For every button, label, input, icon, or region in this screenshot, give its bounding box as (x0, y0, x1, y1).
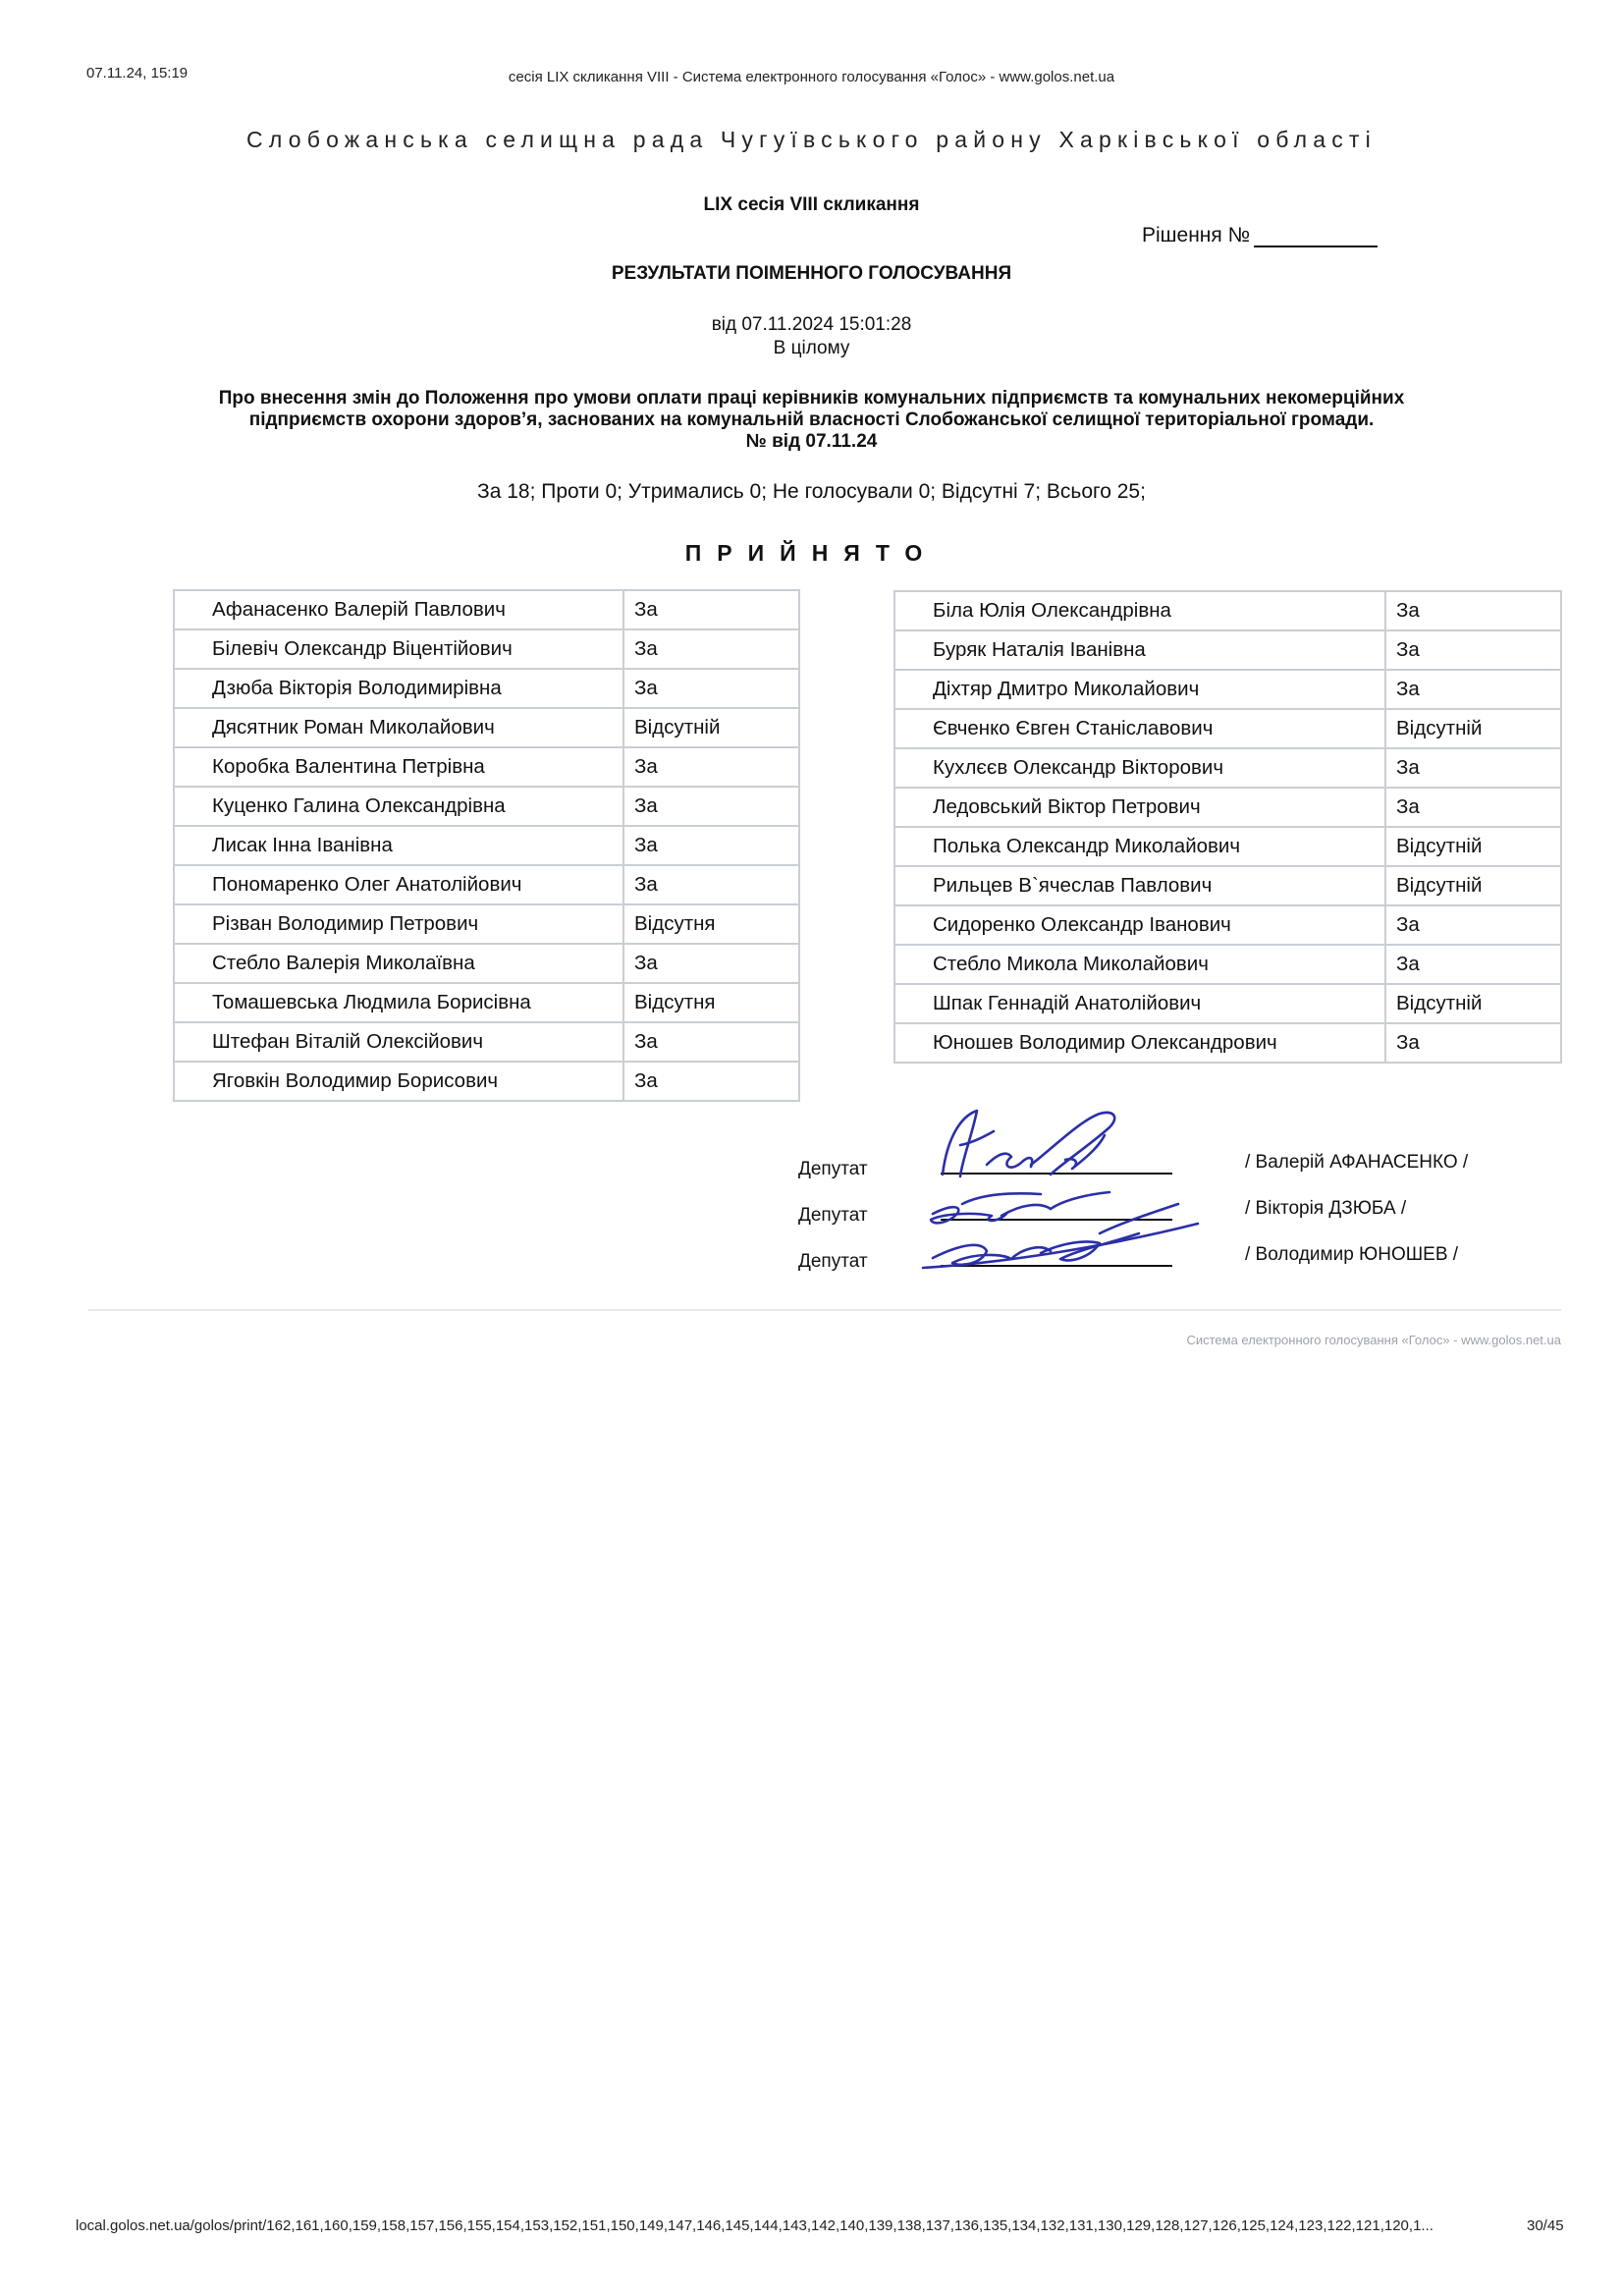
subject-line: Про внесення змін до Положення про умови оплати праці керівників комунальних підприємств та комунальних некомерційних (218, 388, 1405, 409)
vote-row (894, 670, 1561, 709)
vote-row (894, 984, 1561, 1023)
vote-row (174, 826, 799, 865)
vote-row (174, 1062, 799, 1101)
deputy-name: Буряк Наталія Іванівна (894, 630, 1385, 670)
vote-summary: За 18; Проти 0; Утримались 0; Не голосували 0; Відсутні 7; Всього 25; (477, 480, 1146, 503)
vote-row (894, 591, 1561, 630)
vote-row (894, 945, 1561, 984)
vote-row (174, 747, 799, 787)
deputy-name: Біла Юлія Олександрівна (894, 591, 1385, 630)
vote-subject (157, 388, 1466, 453)
deputy-name: Шпак Геннадій Анатолійович (894, 984, 1385, 1023)
print-datetime: 07.11.24, 15:19 (86, 65, 189, 82)
vote-verdict: ПРИЙНЯТО (684, 540, 939, 566)
deputy-vote: За (623, 629, 799, 669)
vote-row (894, 866, 1561, 905)
deputy-vote: Відсутній (1385, 709, 1561, 748)
vote-row (894, 905, 1561, 945)
deputy-vote: За (623, 747, 799, 787)
deputy-vote: За (1385, 905, 1561, 945)
deputy-vote: За (1385, 670, 1561, 709)
subject-line: № від 07.11.24 (745, 431, 878, 452)
deputy-name: Яговкін Володимир Борисович (174, 1062, 623, 1101)
vote-row (174, 787, 799, 826)
deputy-vote: Відсутня (623, 983, 799, 1022)
vote-row (894, 788, 1561, 827)
deputy-name: Дзюба Вікторія Володимирівна (174, 669, 623, 708)
deputy-vote: За (1385, 630, 1561, 670)
deputy-vote: За (623, 1022, 799, 1062)
vote-row (174, 944, 799, 983)
deputy-vote: За (623, 865, 799, 904)
signatory-name: / Вікторія ДЗЮБА / (1245, 1198, 1407, 1219)
vote-row (894, 1023, 1561, 1063)
deputy-vote: За (1385, 748, 1561, 788)
deputy-vote: За (1385, 945, 1561, 984)
vote-row (174, 983, 799, 1022)
deputy-name: Стебло Валерія Миколаївна (174, 944, 623, 983)
vote-row (174, 865, 799, 904)
deputy-name: Рильцев В`ячеслав Павлович (894, 866, 1385, 905)
results-title: РЕЗУЛЬТАТИ ПОІМЕННОГО ГОЛОСУВАННЯ (611, 263, 1012, 284)
deputy-name: Лисак Інна Іванівна (174, 826, 623, 865)
deputy-vote: Відсутній (1385, 827, 1561, 866)
vote-row (894, 827, 1561, 866)
deputy-vote: За (1385, 591, 1561, 630)
deputy-vote: За (623, 787, 799, 826)
decision-number (1142, 224, 1378, 247)
deputy-name: Афанасенко Валерій Павлович (174, 590, 623, 629)
deputy-name: Різван Володимир Петрович (174, 904, 623, 944)
votes-table-left (173, 589, 800, 1102)
deputy-vote: Відсутній (1385, 984, 1561, 1023)
deputy-name: Стебло Микола Миколайович (894, 945, 1385, 984)
deputy-name: Полька Олександр Миколайович (894, 827, 1385, 866)
vote-row (174, 669, 799, 708)
vote-row (174, 629, 799, 669)
vote-row (174, 590, 799, 629)
deputy-name: Сидоренко Олександр Іванович (894, 905, 1385, 945)
session-title: LIX сесія VIII скликання (703, 194, 920, 215)
decision-label: Рішення № (1142, 224, 1251, 246)
print-header-title: сесія LIX скликання VIII - Система електронного голосування «Голос» - www.golos.net.ua (508, 69, 1115, 85)
deputy-name: Томашевська Людмила Борисівна (174, 983, 623, 1022)
deputy-vote: За (623, 826, 799, 865)
signatory-role: Депутат (798, 1205, 868, 1226)
deputy-vote: За (1385, 788, 1561, 827)
deputy-vote: Відсутній (623, 708, 799, 747)
vote-row (894, 709, 1561, 748)
signatory-name: / Валерій АФАНАСЕНКО / (1245, 1152, 1469, 1173)
deputy-name: Ледовський Віктор Петрович (894, 788, 1385, 827)
vote-row (174, 708, 799, 747)
deputy-name: Пономаренко Олег Анатолійович (174, 865, 623, 904)
vote-row (174, 904, 799, 944)
deputy-vote: За (623, 590, 799, 629)
council-name: Слобожанська селищна рада Чугуївського району Харківської області (246, 127, 1377, 152)
deputy-name: Юношев Володимир Олександрович (894, 1023, 1385, 1063)
deputy-name: Діхтяр Дмитро Миколайович (894, 670, 1385, 709)
footer-page-number: 30/45 (1527, 2217, 1564, 2234)
deputy-name: Штефан Віталій Олексійович (174, 1022, 623, 1062)
page-divider (88, 1309, 1561, 1311)
deputy-vote: Відсутня (623, 904, 799, 944)
vote-row (894, 630, 1561, 670)
vote-row (174, 1022, 799, 1062)
votes-table-right (893, 590, 1562, 1064)
deputy-vote: Відсутній (1385, 866, 1561, 905)
deputy-name: Дясятник Роман Миколайович (174, 708, 623, 747)
handwritten-signatures (903, 1066, 1257, 1312)
deputy-vote: За (623, 669, 799, 708)
decision-blank-line (1254, 228, 1378, 247)
vote-row (894, 748, 1561, 788)
footer-url: local.golos.net.ua/golos/print/162,161,160,159,158,157,156,155,154,153,152,151,150,149,147,146,145,144,143,142,140,139,138,137,136,135,134,132,131,130,129,128,127,126,125,124,123,122,121,120,1... (76, 2217, 1434, 2234)
signatory-name: / Володимир ЮНОШЕВ / (1245, 1244, 1459, 1265)
vote-mode: В цілому (773, 338, 850, 358)
deputy-name: Євченко Євген Станіславович (894, 709, 1385, 748)
vote-date: від 07.11.2024 15:01:28 (711, 314, 912, 335)
deputy-name: Білевіч Олександр Віцентійович (174, 629, 623, 669)
deputy-name: Кухлєєв Олександр Вікторович (894, 748, 1385, 788)
deputy-vote: За (1385, 1023, 1561, 1063)
signatory-role: Депутат (798, 1159, 868, 1179)
deputy-vote: За (623, 944, 799, 983)
signatory-role: Депутат (798, 1251, 868, 1272)
deputy-name: Коробка Валентина Петрівна (174, 747, 623, 787)
subject-line: підприємств охорони здоров’я, заснованих на комунальній власності Слобожанської селищної територіальної громади. (248, 410, 1375, 430)
system-note: Система електронного голосування «Голос» - www.golos.net.ua (1186, 1333, 1561, 1347)
deputy-vote: За (623, 1062, 799, 1101)
deputy-name: Куценко Галина Олександрівна (174, 787, 623, 826)
